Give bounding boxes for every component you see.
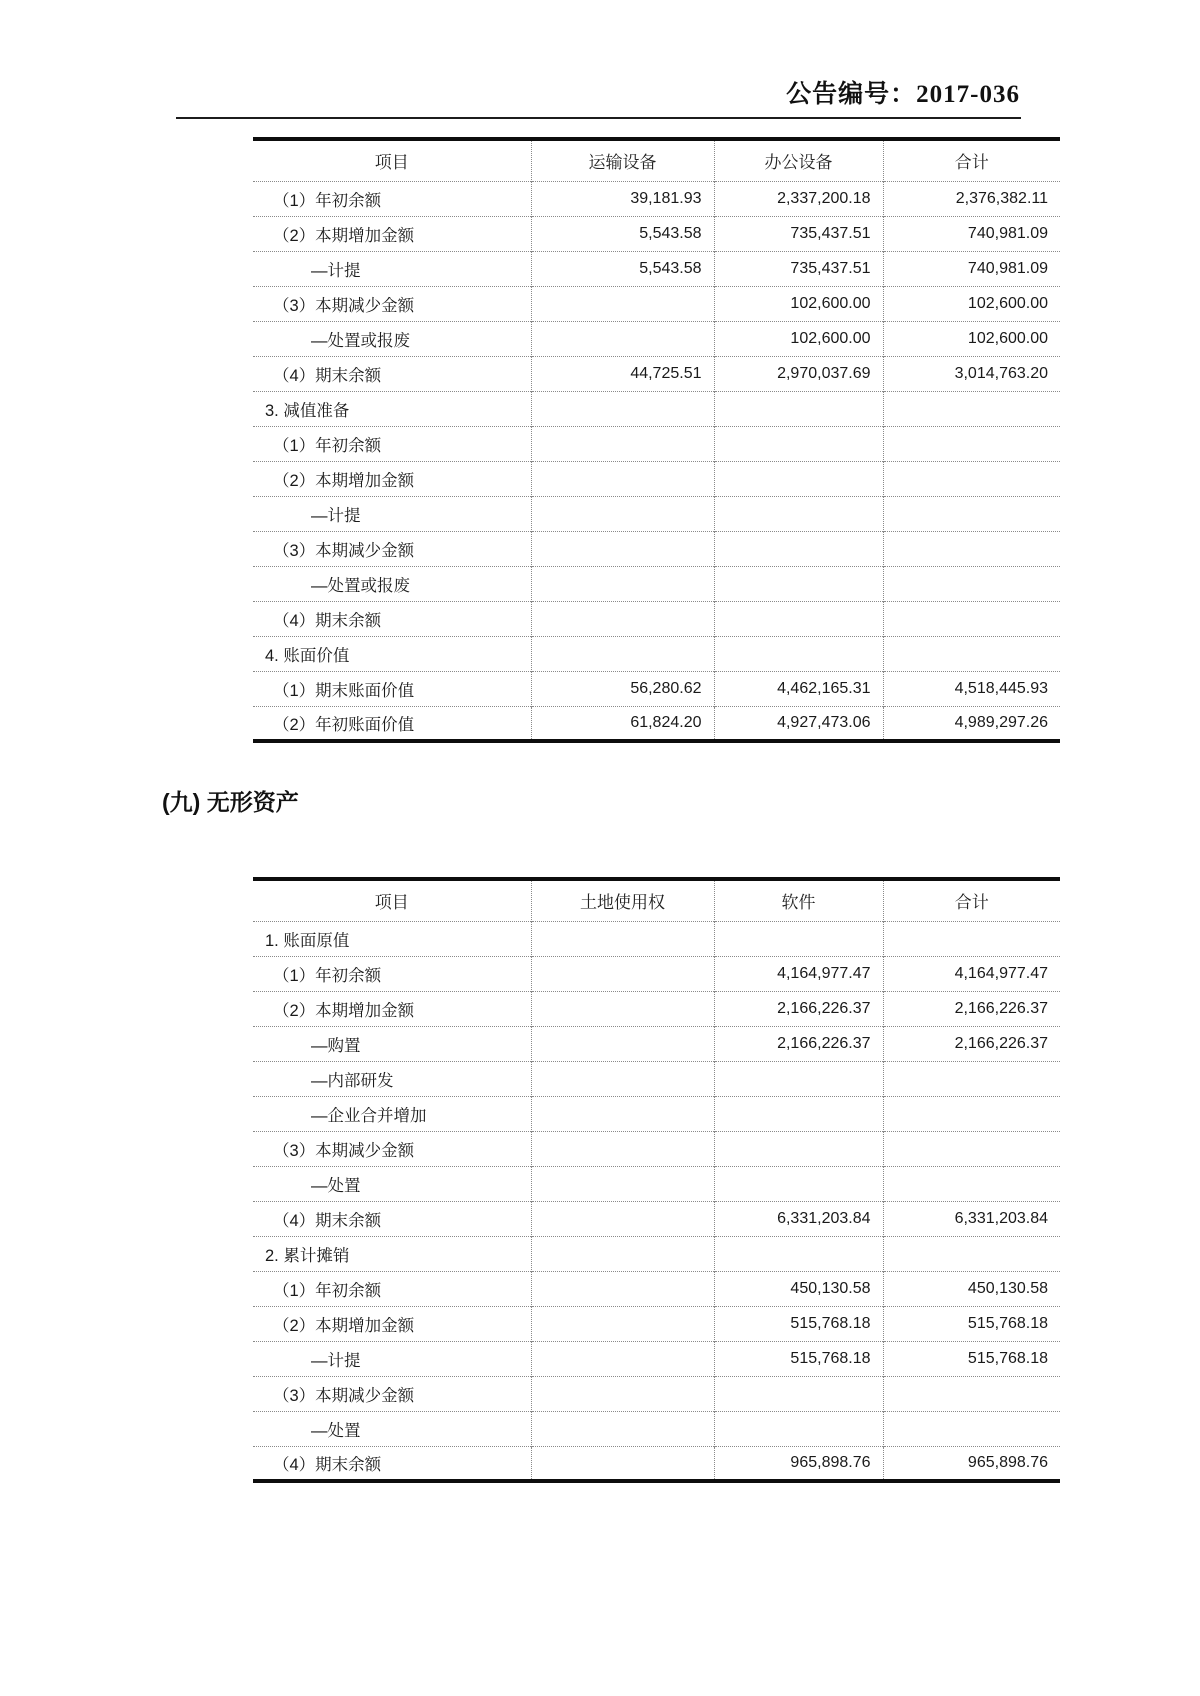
cell-value [883, 1236, 1060, 1271]
cell-value [714, 1236, 883, 1271]
cell-value [714, 921, 883, 956]
cell-value [714, 1131, 883, 1166]
row-label: —处置或报废 [311, 576, 410, 595]
cell-value: 4,518,445.93 [883, 671, 1060, 706]
cell-value [531, 1271, 714, 1306]
table-row [253, 391, 1060, 426]
table-row [253, 636, 1060, 671]
cell-value [714, 601, 883, 636]
table-row [253, 181, 1060, 216]
row-label: —处置 [311, 1176, 361, 1195]
table-row [253, 1131, 1060, 1166]
row-label: （3）本期减少金额 [273, 1386, 415, 1405]
cell-value [883, 1096, 1060, 1131]
table-row [253, 251, 1060, 286]
cell-value: 2,166,226.37 [714, 991, 883, 1026]
cell-value [883, 1061, 1060, 1096]
column-header-land-use-right: 土地使用权 [531, 879, 714, 921]
column-header-office: 办公设备 [714, 139, 883, 181]
row-label: —内部研发 [311, 1071, 394, 1090]
cell-value: 2,166,226.37 [714, 1026, 883, 1061]
cell-value: 4,462,165.31 [714, 671, 883, 706]
row-label: （2）本期增加金额 [273, 471, 415, 490]
row-label: （2）年初账面价值 [273, 715, 415, 734]
cell-value [531, 921, 714, 956]
cell-value: 2,376,382.11 [883, 181, 1060, 216]
cell-value: 61,824.20 [531, 706, 714, 741]
cell-value [531, 1411, 714, 1446]
cell-value: 965,898.76 [714, 1446, 883, 1481]
cell-value [883, 566, 1060, 601]
column-header-item: 项目 [374, 893, 409, 913]
table-row [253, 706, 1060, 741]
cell-value [883, 391, 1060, 426]
cell-value: 515,768.18 [883, 1306, 1060, 1341]
cell-value: 4,164,977.47 [883, 956, 1060, 991]
row-label: （1）年初余额 [273, 191, 382, 210]
cell-value: 6,331,203.84 [714, 1201, 883, 1236]
row-label: （1）年初余额 [273, 436, 382, 455]
cell-value [883, 921, 1060, 956]
cell-value [883, 531, 1060, 566]
cell-value: 102,600.00 [883, 286, 1060, 321]
table-row [253, 496, 1060, 531]
cell-value [531, 1026, 714, 1061]
table-row [253, 1166, 1060, 1201]
row-label: —企业合并增加 [311, 1106, 427, 1125]
cell-value [531, 1096, 714, 1131]
cell-value: 6,331,203.84 [883, 1201, 1060, 1236]
cell-value [531, 1341, 714, 1376]
table-header-row [253, 139, 1060, 181]
cell-value [531, 1446, 714, 1481]
table-row [253, 356, 1060, 391]
header-divider-line [176, 117, 1021, 119]
cell-value: 102,600.00 [714, 321, 883, 356]
cell-value [531, 391, 714, 426]
cell-value [531, 1236, 714, 1271]
cell-value: 515,768.18 [883, 1341, 1060, 1376]
table-body [253, 921, 1060, 1481]
row-label: （1）期末账面价值 [273, 681, 415, 700]
cell-value: 5,543.58 [531, 216, 714, 251]
table-row [253, 1411, 1060, 1446]
cell-value [531, 1166, 714, 1201]
table-row [253, 461, 1060, 496]
row-label: （4）期末余额 [273, 1455, 382, 1474]
cell-value: 102,600.00 [714, 286, 883, 321]
table-row [253, 921, 1060, 956]
table-row [253, 1306, 1060, 1341]
cell-value: 39,181.93 [531, 181, 714, 216]
cell-value [531, 461, 714, 496]
announcement-number: 公告编号：2017-036 [786, 81, 1020, 108]
row-label: —处置或报废 [311, 331, 410, 350]
table-row [253, 1341, 1060, 1376]
table-row [253, 1236, 1060, 1271]
cell-value: 740,981.09 [883, 251, 1060, 286]
cell-value: 450,130.58 [883, 1271, 1060, 1306]
table-row [253, 321, 1060, 356]
row-label: 3. 减值准备 [265, 401, 350, 420]
cell-value [531, 566, 714, 601]
table-row [253, 426, 1060, 461]
column-header-total: 合计 [883, 879, 1060, 921]
row-label: 2. 累计摊销 [265, 1246, 350, 1265]
cell-value: 2,166,226.37 [883, 991, 1060, 1026]
table-row [253, 956, 1060, 991]
fixed-assets-depreciation-table [253, 137, 1060, 743]
table-row [253, 1096, 1060, 1131]
row-label: —购置 [311, 1036, 361, 1055]
table-row [253, 671, 1060, 706]
row-label: 4. 账面价值 [265, 646, 350, 665]
table-row [253, 991, 1060, 1026]
row-label: （4）期末余额 [273, 611, 382, 630]
cell-value [883, 426, 1060, 461]
cell-value: 965,898.76 [883, 1446, 1060, 1481]
table-row [253, 1376, 1060, 1411]
cell-value [714, 426, 883, 461]
cell-value: 4,927,473.06 [714, 706, 883, 741]
row-label: （3）本期减少金额 [273, 541, 415, 560]
cell-value [714, 461, 883, 496]
cell-value: 4,989,297.26 [883, 706, 1060, 741]
cell-value [531, 496, 714, 531]
cell-value [714, 1411, 883, 1446]
row-label: （2）本期增加金额 [273, 1316, 415, 1335]
cell-value [531, 426, 714, 461]
cell-value: 515,768.18 [714, 1341, 883, 1376]
table-row [253, 1446, 1060, 1481]
cell-value: 735,437.51 [714, 251, 883, 286]
cell-value [883, 461, 1060, 496]
cell-value: 2,970,037.69 [714, 356, 883, 391]
row-label: （4）期末余额 [273, 1211, 382, 1230]
cell-value: 4,164,977.47 [714, 956, 883, 991]
table-row [253, 1061, 1060, 1096]
row-label: （1）年初余额 [273, 966, 382, 985]
cell-value [883, 636, 1060, 671]
cell-value: 44,725.51 [531, 356, 714, 391]
cell-value [714, 1061, 883, 1096]
cell-value: 5,543.58 [531, 251, 714, 286]
cell-value [883, 1131, 1060, 1166]
cell-value [883, 1376, 1060, 1411]
table-row [253, 1026, 1060, 1061]
column-header-software: 软件 [714, 879, 883, 921]
row-label: —处置 [311, 1421, 361, 1440]
cell-value [883, 1411, 1060, 1446]
cell-value [883, 496, 1060, 531]
cell-value [883, 1166, 1060, 1201]
cell-value [714, 636, 883, 671]
table-row [253, 1201, 1060, 1236]
column-header-total: 合计 [883, 139, 1060, 181]
cell-value [714, 496, 883, 531]
column-header-transport: 运输设备 [531, 139, 714, 181]
cell-value [714, 391, 883, 426]
cell-value [531, 1131, 714, 1166]
cell-value: 2,166,226.37 [883, 1026, 1060, 1061]
cell-value [714, 1166, 883, 1201]
table-row [253, 286, 1060, 321]
row-label: —计提 [311, 506, 361, 525]
cell-value [531, 1061, 714, 1096]
table-header-row [253, 879, 1060, 921]
section-heading-intangible-assets: (九) 无形资产 [162, 789, 299, 815]
row-label: （2）本期增加金额 [273, 1001, 415, 1020]
cell-value [531, 321, 714, 356]
cell-value: 735,437.51 [714, 216, 883, 251]
row-label: （1）年初余额 [273, 1281, 382, 1300]
cell-value: 515,768.18 [714, 1306, 883, 1341]
table-row [253, 531, 1060, 566]
table-row [253, 1271, 1060, 1306]
row-label: （3）本期减少金额 [273, 296, 415, 315]
cell-value: 740,981.09 [883, 216, 1060, 251]
cell-value [531, 1376, 714, 1411]
cell-value: 102,600.00 [883, 321, 1060, 356]
row-label: （2）本期增加金额 [273, 226, 415, 245]
cell-value [883, 601, 1060, 636]
row-label: （4）期末余额 [273, 366, 382, 385]
cell-value [714, 566, 883, 601]
cell-value [531, 1201, 714, 1236]
cell-value [714, 1096, 883, 1131]
column-header-item: 项目 [374, 153, 409, 173]
cell-value [531, 636, 714, 671]
cell-value [531, 956, 714, 991]
cell-value [714, 531, 883, 566]
cell-value [714, 1376, 883, 1411]
cell-value [531, 286, 714, 321]
table-row [253, 601, 1060, 636]
row-label: —计提 [311, 261, 361, 280]
row-label: （3）本期减少金额 [273, 1141, 415, 1160]
table-body [253, 181, 1060, 741]
intangible-assets-table [253, 877, 1060, 1483]
cell-value [531, 991, 714, 1026]
cell-value: 56,280.62 [531, 671, 714, 706]
cell-value: 2,337,200.18 [714, 181, 883, 216]
cell-value [531, 1306, 714, 1341]
row-label: 1. 账面原值 [265, 931, 350, 950]
table-row [253, 216, 1060, 251]
cell-value [531, 601, 714, 636]
cell-value [531, 531, 714, 566]
cell-value: 3,014,763.20 [883, 356, 1060, 391]
table-row [253, 566, 1060, 601]
cell-value: 450,130.58 [714, 1271, 883, 1306]
row-label: —计提 [311, 1351, 361, 1370]
